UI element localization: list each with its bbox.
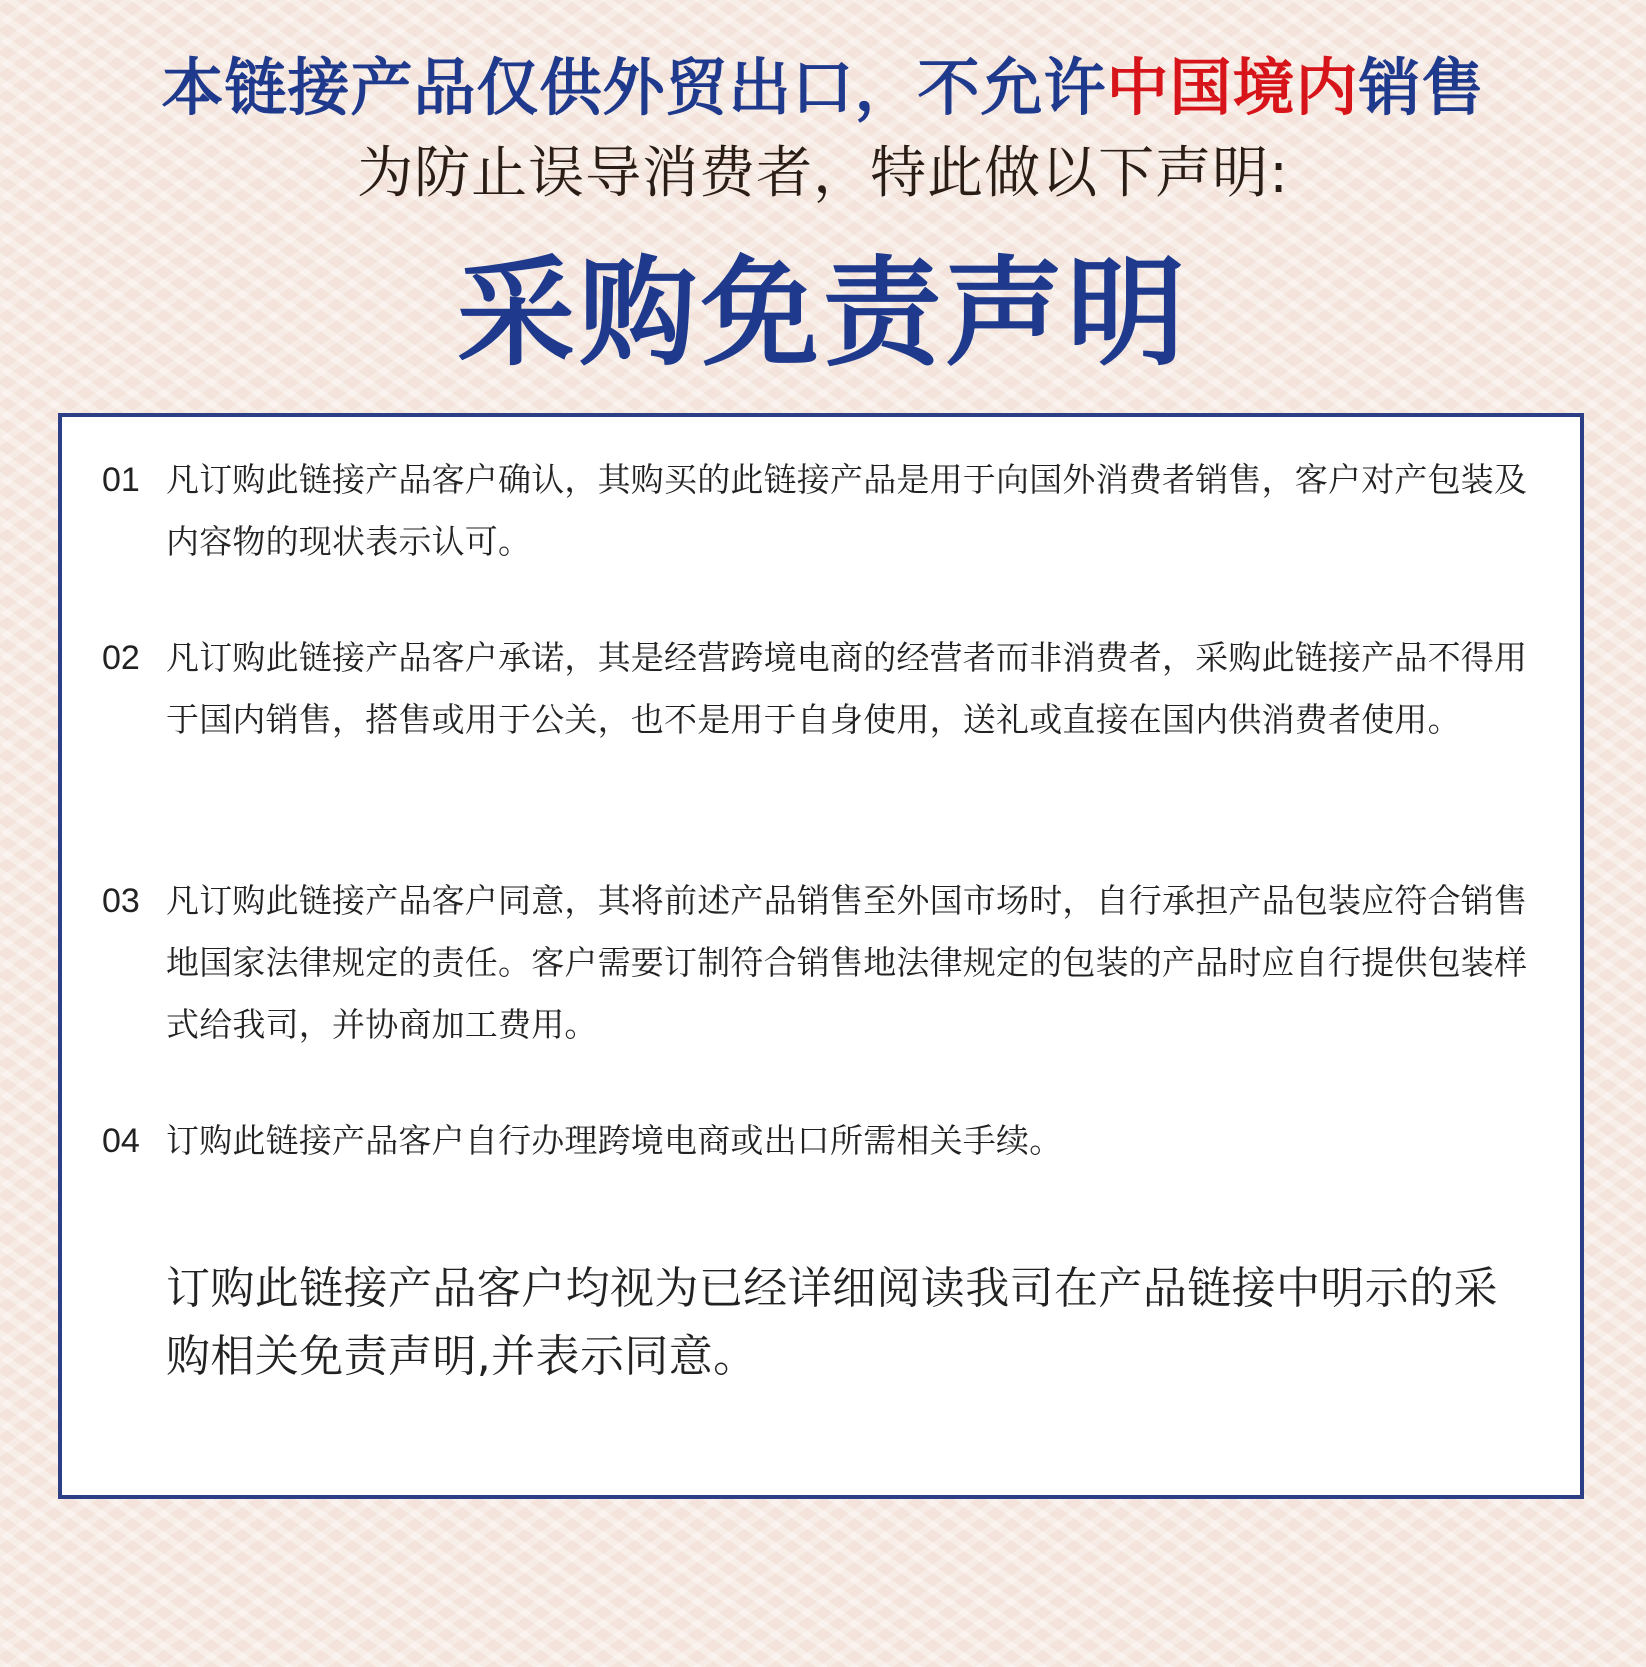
page-title: 采购免责声明	[456, 244, 1189, 382]
export-only-headline	[0, 48, 1646, 128]
clause-text: 凡订购此链接产品客户确认，其购买的此链接产品是用于向国外消费者销售，客户对产包装及内容物的现状表示认可。	[166, 460, 1528, 561]
agreement-statement: 订购此链接产品客户均视为已经详细阅读我司在产品链接中明示的采购相关免责声明,并表示同意。	[166, 1263, 1498, 1382]
clause-text: 凡订购此链接产品客户承诺，其是经营跨境电商的经营者而非消费者，采购此链接产品不得用于国内销售，搭售或用于公关，也不是用于自身使用，送礼或直接在国内供消费者使用。	[166, 638, 1528, 739]
clause-number: 01	[102, 461, 140, 499]
header	[0, 0, 1646, 410]
headline-part-1: 本链接产品仅供外贸出口，不允许	[161, 51, 1107, 124]
clause-number: 03	[102, 882, 140, 920]
disclaimer-panel	[58, 413, 1584, 1499]
clause-text: 订购此链接产品客户自行办理跨境电商或出口所需相关手续。	[166, 1121, 1063, 1160]
clause-number: 04	[102, 1122, 140, 1160]
clause-number: 02	[102, 639, 140, 677]
clause-text: 凡订购此链接产品客户同意，其将前述产品销售至外国市场时，自行承担产品包装应符合销售地国家法律规定的责任。客户需要订制符合销售地法律规定的包装的产品时应自行提供包装样式给我司，并协商加工费用。	[166, 881, 1528, 1044]
declaration-intro: 为防止误导消费者，特此做以下声明:	[357, 141, 1289, 206]
headline-part-3: 销售	[1358, 51, 1485, 124]
headline-highlight-domestic: 中国境内	[1106, 51, 1359, 124]
